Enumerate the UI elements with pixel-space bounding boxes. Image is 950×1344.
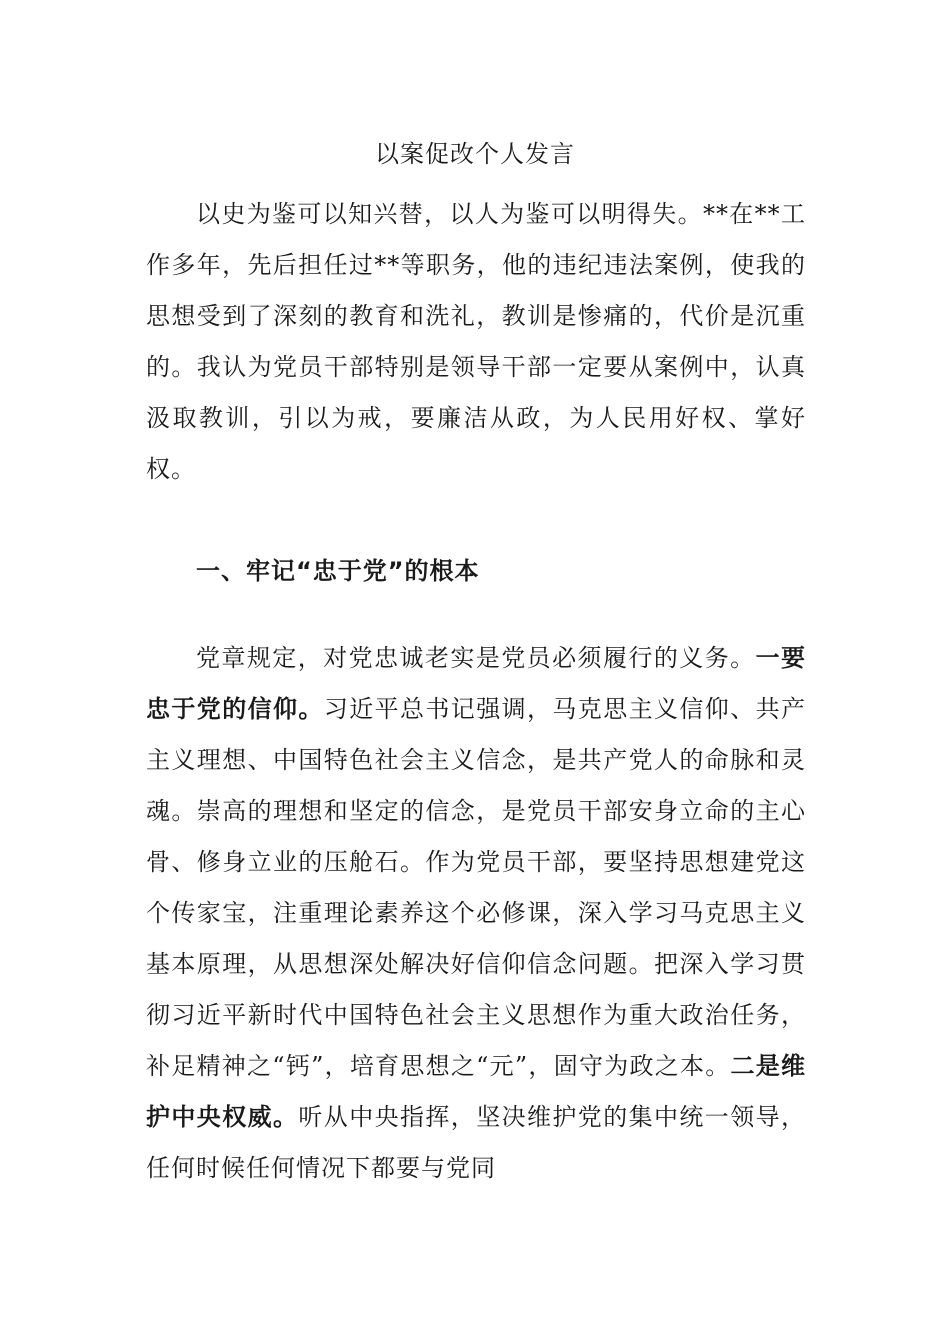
section-1-heading: 一、牢记“忠于党”的根本 [196,557,480,585]
document-title: 以案促改个人发言 [375,140,575,168]
section-1-paragraph [146,633,806,1194]
section-1-bold-point-1: 一要忠于党的信仰。 [146,644,807,723]
section-1-text-1: 党章规定，对党忠诚老实是党员必须履行的义务。 [196,644,756,672]
section-1-bold-point-2: 二是维护中央权威。 [146,1052,807,1131]
intro-paragraph: 以史为鉴可以知兴替，以人为鉴可以明得失。**在**工作多年，先后担任过**等职务，他的违纪违法案例，使我的思想受到了深刻的教育和洗礼，教训是惨痛的，代价是沉重的。我认为党员干部特别是领导干部一定要从案例中，认真汲取教训，引以为戒，要廉洁从政，为人民用好权、掌好权。 [146,200,806,483]
section-1-text-2: 习近平总书记强调，马克思主义信仰、共产主义理想、中国特色社会主义信念，是共产党人的命脉和灵魂。崇高的理想和坚定的信念，是党员干部安身立命的主心骨、修身立业的压舱石。作为党员干部，要坚持思想建党这个传家宝，注重理论素养这个必修课，深入学习马克思主义基本原理，从思想深处解决好信仰信念问题。把深入学习贯彻习近平新时代中国特色社会主义思想作为重大政治任务，补足精神之“钙”，培育思想之“元”，固守为政之本。 [146,695,807,1080]
section-1-text-3: 听从中央指挥，坚决维护党的集中统一领导，任何时候任何情况下都要与党同 [146,1103,807,1182]
